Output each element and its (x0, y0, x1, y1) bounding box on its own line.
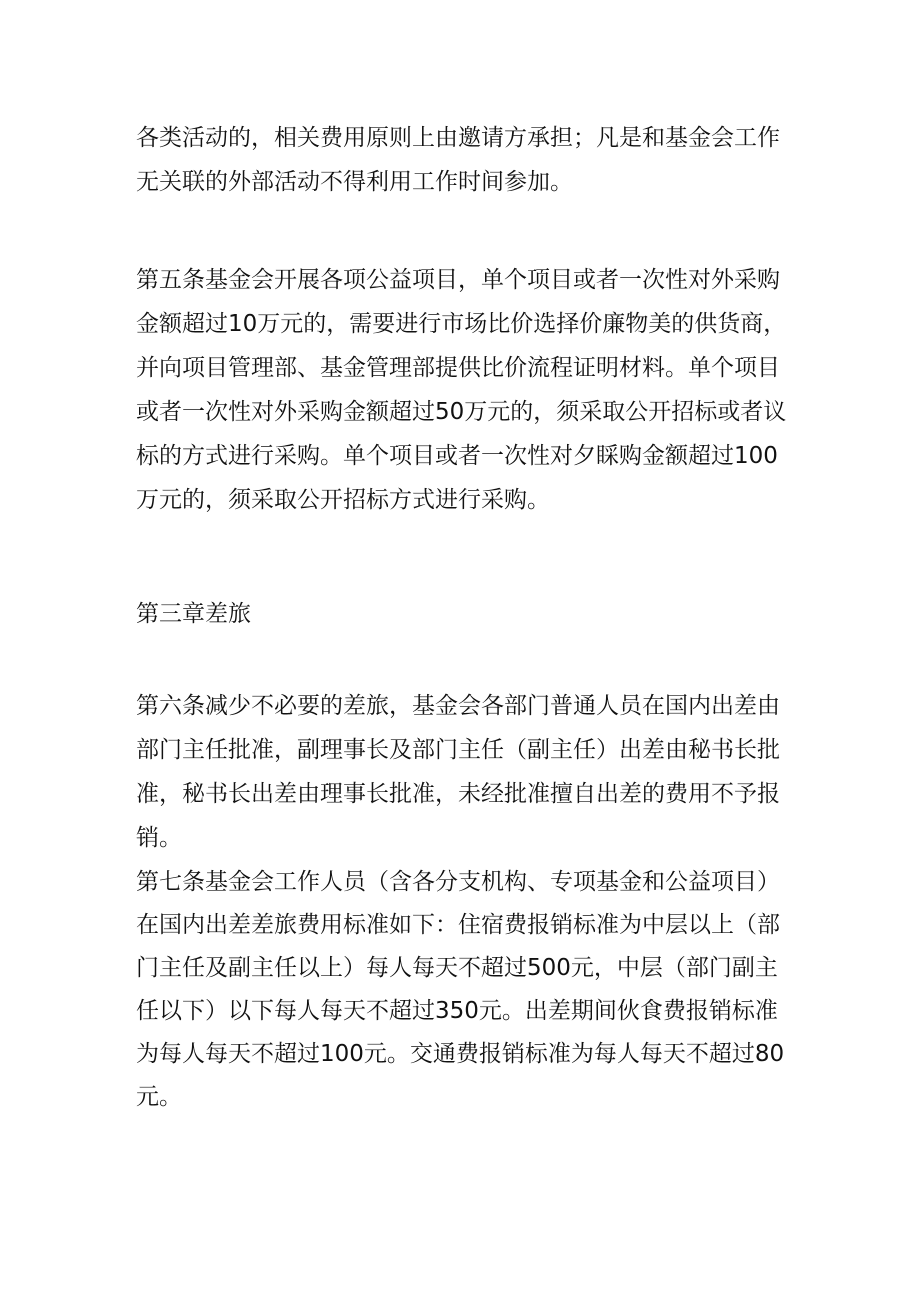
paragraph-article-6 (136, 684, 796, 860)
chapter-heading (136, 592, 796, 636)
text-line: 并向项目管理部、基金管理部提供比价流程证明材料。单个项目 (136, 355, 780, 381)
text-line: 金额超过10万元的，需要进行市场比价选择价廉物美的供货商， (136, 311, 787, 337)
text-line: 万元的，须采取公开招标方式进行采购。 (136, 487, 550, 513)
text-line: 准，秘书长出差由理事长批准，未经批准擅自出差的费用不予报 (136, 781, 780, 807)
paragraph-article-7 (136, 861, 796, 1119)
text-line: 标的方式进行采购。单个项目或者一次性对夕睬购金额超过100 (136, 443, 778, 469)
text-line: 第三章差旅 (136, 601, 251, 627)
paragraph-activity-costs (136, 116, 796, 204)
paragraph-article-5 (136, 258, 796, 522)
text-line: 在国内出差差旅费用标准如下：住宿费报销标准为中层以上（部 (136, 912, 780, 938)
text-line: 第七条基金会工作人员（含各分支机构、专项基金和公益项目） (136, 869, 780, 895)
text-line: 或者一次性对外采购金额超过50万元的，须采取公开招标或者议 (136, 399, 787, 425)
text-line: 元。 (136, 1084, 182, 1110)
text-line: 部门主任批准，副理事长及部门主任（副主任）出差由秘书长批 (136, 737, 780, 763)
text-line: 为每人每天不超过100元。交通费报销标准为每人每天不超过80 (136, 1041, 785, 1067)
text-line: 任以下）以下每人每天不超过350元。出差期间伙食费报销标准 (136, 998, 778, 1024)
text-line: 门主任及副主任以上）每人每天不超过500元，中层（部门副主 (136, 955, 778, 981)
text-line: 第六条减少不必要的差旅，基金会各部门普通人员在国内出差由 (136, 693, 780, 719)
text-line: 销。 (136, 825, 182, 851)
text-line: 无关联的外部活动不得利用工作时间参加。 (136, 169, 573, 195)
text-line: 各类活动的，相关费用原则上由邀请方承担；凡是和基金会工作 (136, 125, 780, 151)
text-line: 第五条基金会开展各项公益项目，单个项目或者一次性对外采购 (136, 267, 780, 293)
